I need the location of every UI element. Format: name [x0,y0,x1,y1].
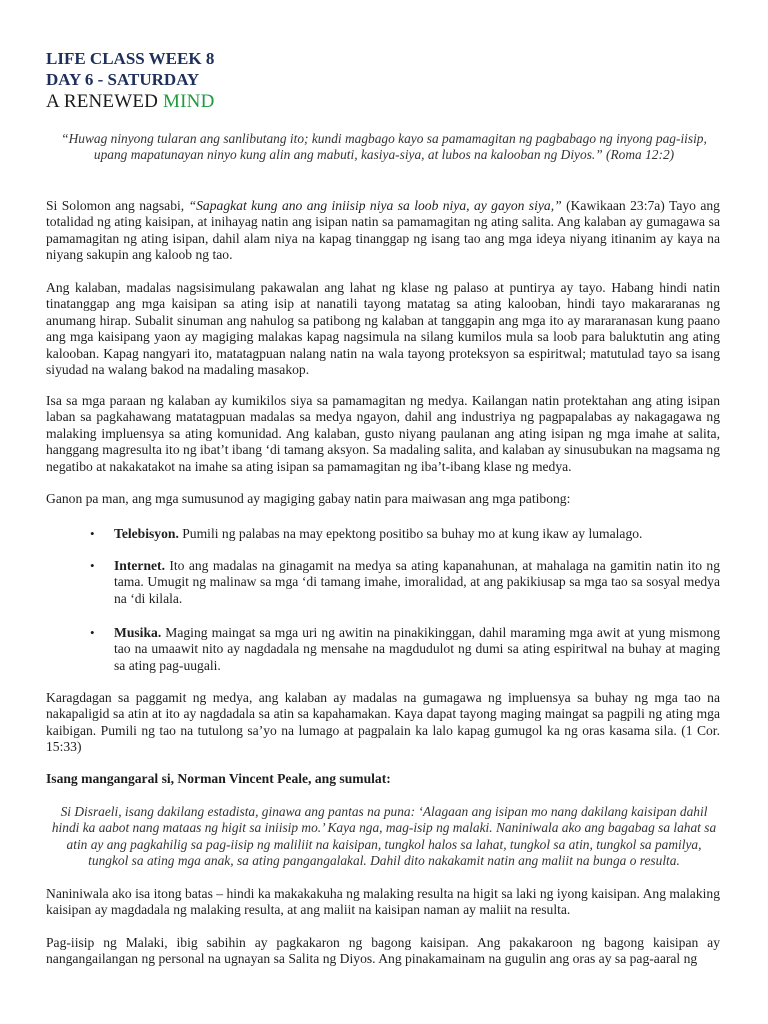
peale-quote: Si Disraeli, isang dakilang estadista, ginawa ang pantas na puna: ‘Alagaan ang isipan mo nang dakilang kaisipan dahil hindi ka aabot nang mataas ng higit sa iniisip mo.’ Kaya nga, mag-isip ng malaki. Naniniwala ako ang bagabag sa lahat sa atin ay ang pagkahilig sa pag-iisip ng maliliit na kaisipan, tungkol halos sa lahat, tungkol sa atin, tungkol sa pamilya, tungkol sa ating mga anak, sa ating pangangalakal. Dahil dito nakakamit natin ang maliit na bunga o resulta. [51,804,717,869]
paragraph-2: Ang kalaban, madalas nagsisimulang pakawalan ang lahat ng klase ng palaso at puntirya ay tayo. Habang hindi natin tinatanggap ang mga kaisipan sa ating isip at nanatili tayong matatag sa ating kalooban, hindi tayo makararanas ng anumang hirap. Subalit sinuman ang nahulog sa patibong ng kalaban at tanggapin ang mga ito ay mararanasan kung paano ang mga kaisipang yaon ay magiging malakas kapag nagsimula na silang kumilos mula sa loob para baluktutin ang ating kalooban. Kapag nangyari ito, matatagpuan nalang natin na wala tayong proteksyon sa espiritwal; matutulad tayo sa isang siyudad na walang bakod na madaling masakop. [46,280,720,378]
p1-intro: Si Solomon ang nagsabi, [46,198,189,213]
week-label: LIFE CLASS WEEK 8 [46,49,215,68]
paragraph-5: Karagdagan sa paggamit ng medya, ang kalaban ay madalas na gumagawa ng impluensya sa buhay ng mga tao na nakapaligid sa atin at ito ay nagdadala sa atin sa kapahamakan. Kaya dapat tayong maging maingat sa pagpili ng ating mga kaibigan. Pumili ng tao na tutulong sa’yo na lumago at pagpalain ka lalo kapag gumugol ka ng oras kasama sila. (1 Cor. 15:33) [46,690,720,755]
bullet-term: Internet. [114,558,165,573]
bullet-text: Pumili ng palabas na may epektong positibo sa buhay mo at kung ikaw ay lumalago. [178,526,643,541]
title-main: A RENEWED [46,91,164,112]
bullet-term: Musika. [114,625,162,640]
day-label: DAY 6 - SATURDAY [46,70,200,89]
verse-quote: “Huwag ninyong tularan ang sanlibutang ito; kundi magbago kayo sa pamamagitan ng pagbabago ng inyong pag-iisip, upang mapatunayan ninyo kung alin ang mabuti, kasiya-siya, at lubos na kalooban ng Diyos.” (Roma 12:2) [61,131,707,162]
bullet-item-tv [114,526,720,542]
bullet-marker-1: • [90,526,95,541]
paragraph-8: Pag-iisip ng Malaki, ibig sabihin ay pagkakaron ng bagong kaisipan. Ang pakakaroon ng bagong kaisipan ay nangangailangan ng personal na ugnayan sa Salita ng Diyos. Ang pinakamainam na gugulin ang oras ay sa pag-aaral ng [46,935,720,967]
bullet-item-music [114,625,720,674]
paragraph-6: Isang mangangaral si, Norman Vincent Peale, ang sumulat: [46,771,391,786]
p1-quote: “Sapagkat kung ano ang iniisip niya sa loob niya, ay gayon siya,” [188,198,562,213]
heading-block [46,48,215,114]
bullet-text: Maging maingat sa mga uri ng awitin na pinakikinggan, dahil maraming mga awit at yung mismong tao na umaawit nito ay nagdadala ng mensahe na magdudulot ng dumi sa ating espiritwal na buhay at maging sa ating pag-uugali. [114,625,720,673]
title-accent: MIND [163,91,215,112]
paragraph-7: Naniniwala ako isa itong batas – hindi ka makakakuha ng malaking resulta na higit sa laki ng iyong kaisipan. Ang malaking kaisipan ay magdadala ng malaking resulta, at ang maliit na kaisipan naman ay maliit na resulta. [46,886,720,918]
bullet-marker-3: • [90,625,95,640]
page-title [46,90,215,114]
bullet-item-internet [114,558,720,607]
p1-body: (Kawikaan 23:7a) Tayo ang totalidad ng ating kaisipan, at inihayag natin ang isipan natin sa pamamagitan ng ating salita. Ang kalaban ay gumagawa sa pamamagitan ng ating isipan, dahil alam niya na kapag tinanggap ng isang tao ang mga ideya niyang itinanim ay kaya na niyang sakupin ang kaloob ng tao. [46,198,720,263]
paragraph-3: Isa sa mga paraan ng kalaban ay kumikilos siya sa pamamagitan ng medya. Kailangan natin protektahan ang ating isipan laban sa pagkahawang matatagpuan madalas sa medya ngayon, dahil ang industriya ng pagpapalabas ay nakagagawa ng malaking impluensya sa ating komunidad. Ang kalaban, gusto niyang paulanan ang ating isipan ng mga imahe at salita, hanggang magresulta ito ng ibat’t ibang ‘di tamang aksyon. Sa madaling salita, and kalaban ay sinusubukan na magsama ng negatibo at nakakatakot na imahe sa ating isipan sa pamamagitan ng iba’t-ibang klase ng medya. [46,393,720,474]
bullet-term: Telebisyon. [114,526,179,541]
paragraph-1 [46,198,720,264]
paragraph-4: Ganon pa man, ang mga sumusunod ay magiging gabay natin para maiwasan ang mga patibong: [46,491,571,506]
bullet-text: Ito ang madalas na ginagamit na medya sa ating kapanahunan, at mahalaga na gamitin natin ito ng tama. Umugit ng malinaw sa mga ‘di tamang imahe, imoralidad, at ang pakikiusap sa mga tao sa sosyal medya na ‘di kilala. [114,558,720,606]
bullet-marker-2: • [90,558,95,573]
